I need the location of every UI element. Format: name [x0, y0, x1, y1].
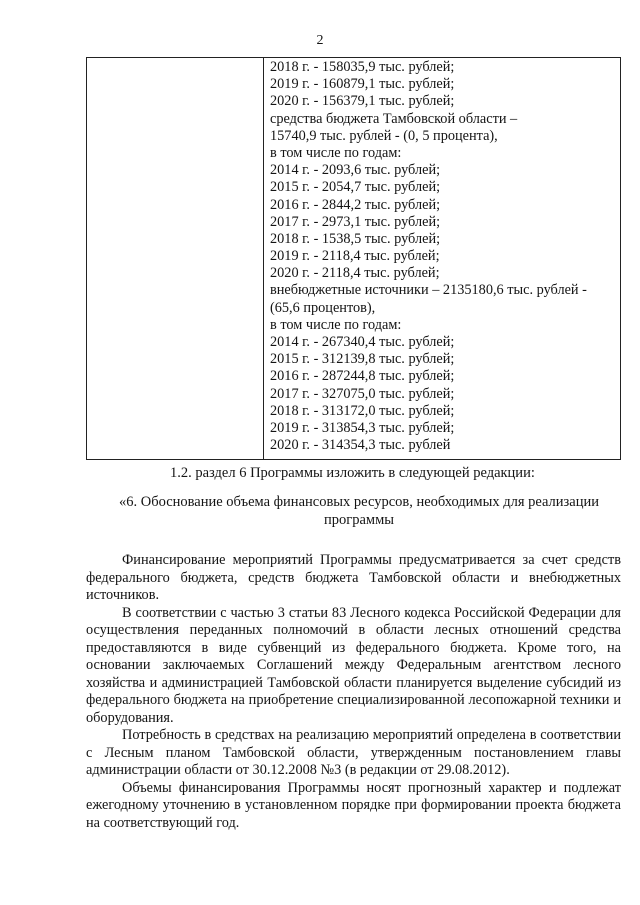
table-line: 2015 г. - 312139,8 тыс. рублей; [270, 351, 455, 368]
table-right-cell [264, 58, 620, 459]
table-line: в том числе по годам: [270, 144, 402, 161]
table-line: средства бюджета Тамбовской области – [270, 110, 518, 127]
paragraph: Объемы финансирования Программы носят прогнозный характер и подлежат ежегодному уточнению в установленном порядке при формировании проекта бюджета на соответствующий год. [86, 779, 621, 831]
table-line: 2020 г. - 2118,4 тыс. рублей; [270, 265, 440, 282]
table-line: 2016 г. - 287244,8 тыс. рублей; [270, 368, 455, 385]
table-line: 2014 г. - 267340,4 тыс. рублей; [270, 334, 455, 350]
table-line: 2017 г. - 327075,0 тыс. рублей; [270, 385, 455, 402]
table-line: 2018 г. - 1538,5 тыс. рублей; [270, 230, 441, 247]
table-line: в том числе по годам: [270, 316, 402, 333]
body-text [86, 552, 621, 832]
table-line: 15740,9 тыс. рублей - (0, 5 процента), [270, 127, 498, 144]
table-left-cell [87, 58, 264, 459]
table-line: 2018 г. - 313172,0 тыс. рублей; [270, 402, 455, 419]
table-line: 2018 г. - 158035,9 тыс. рублей; [270, 59, 455, 75]
paragraph: Потребность в средствах на реализацию мероприятий определена в соответствии с Лесным планом Тамбовской области, утвержденным постановлением главы администрации области от 30.12.2008 №3 (в редакции от 29.08.2012). [86, 727, 621, 778]
table-line: (65,6 процентов), [270, 299, 376, 316]
table-line: 2020 г. - 314354,3 тыс. рублей [270, 437, 451, 454]
table-line: 2017 г. - 2973,1 тыс. рублей; [270, 213, 441, 230]
table-line: 2019 г. - 313854,3 тыс. рублей; [270, 419, 455, 436]
page-number: 2 [316, 33, 324, 48]
table-line: 2016 г. - 2844,2 тыс. рублей; [270, 196, 441, 213]
table-line: 2014 г. - 2093,6 тыс. рублей; [270, 162, 441, 179]
table-line: 2019 г. - 2118,4 тыс. рублей; [270, 248, 440, 265]
section-title: «6. Обоснование объема финансовых ресурсов, необходимых для реализации программы [118, 494, 599, 528]
paragraph: Финансирование мероприятий Программы предусматривается за счет средств федерального бюджета, средств бюджета Тамбовской области и внебюджетных источников. [86, 552, 621, 603]
table-line: 2019 г. - 160879,1 тыс. рублей; [270, 76, 455, 93]
paragraph: В соответствии с частью 3 статьи 83 Лесного кодекса Российской Федерации для осуществления переданных полномочий в области лесных отношений средства предоставляются в виде субвенций из федерального бюджета. Кроме того, на основании заключаемых Соглашений между Федеральным агентством лесного хозяйства и администрацией Тамбовской области планируется выделение субсидий из федерального бюджета на приобретение специализированной лесопожарной техники и оборудования. [86, 604, 621, 726]
section-heading: 1.2. раздел 6 Программы изложить в следующей редакции: [170, 465, 535, 481]
table-line: внебюджетные источники – 2135180,6 тыс. рублей - [270, 282, 587, 299]
table-line: 2015 г. - 2054,7 тыс. рублей; [270, 179, 441, 196]
table-line: 2020 г. - 156379,1 тыс. рублей; [270, 93, 455, 110]
funding-table [86, 57, 621, 460]
